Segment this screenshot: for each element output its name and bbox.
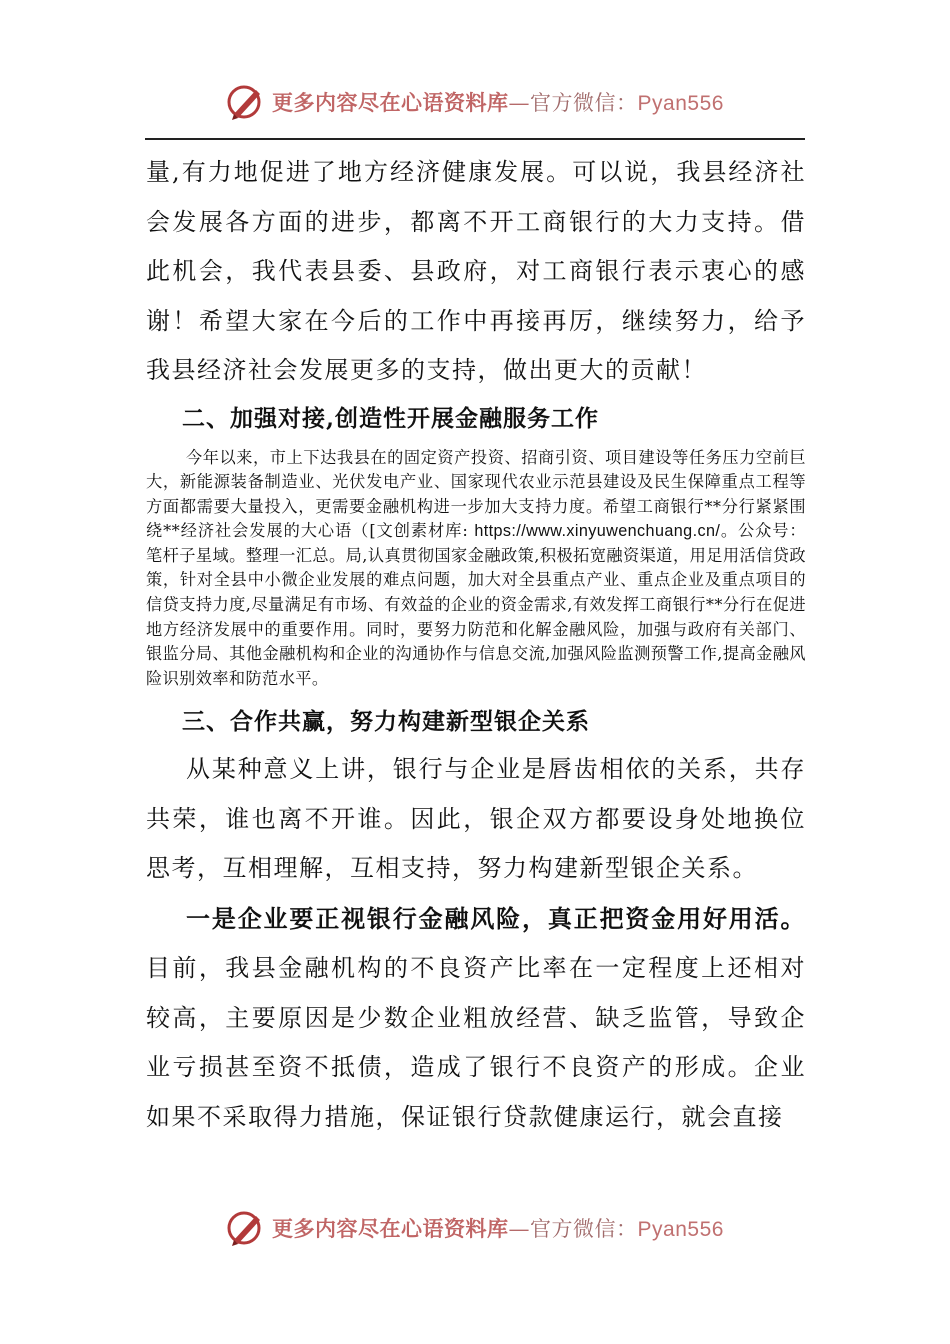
banner-wechat-id: Pyan556 [637, 92, 724, 115]
banner-text [272, 1213, 724, 1243]
paragraph-4-lead: 一是企业要正视银行金融风险，真正把资金用好用活。 [186, 903, 806, 933]
banner-wechat-id: Pyan556 [637, 1218, 724, 1241]
section-heading-3: 三、合作共赢，努力构建新型银企关系 [182, 708, 590, 736]
header-watermark-banner [0, 80, 950, 124]
banner-separator: — [508, 91, 531, 115]
pen-logo-icon [226, 82, 266, 122]
paragraph-section-2-part-a: 今年以来，市上下达我县在的固定资产投资、招商引资、项目建设等任务压力空前巨大，新能源装备制造业、光伏发电产业、国家现代农业示范县建设及民生保障重点工程等方面都需要大量投入，更需要金融机构进一步加大支持力度。希望工商银行**分行紧紧围绕**经济社会发展的大心语（[文创素材库: [146, 447, 806, 541]
section-heading-2: 二、加强对接,创造性开展金融服务工作 [182, 404, 600, 432]
banner-text [272, 87, 724, 117]
paragraph-3: 从某种意义上讲，银行与企业是唇齿相依的关系，共存共荣，谁也离不开谁。因此，银企双方都要设身处地换位思考，互相理解，互相支持，努力构建新型银企关系。 [146, 755, 806, 883]
paragraph-4-body: 目前，我县金融机构的不良资产比率在一定程度上还相对较高，主要原因是少数企业粗放经营、缺乏监管，导致企业亏损甚至资不抵债，造成了银行不良资产的形成。企业如果不采取得力措施，保证银行贷款健康运行，就会直接 [146, 954, 806, 1131]
paragraph-section-2-part-b: 。公众号：笔杆子星域。整理一汇总。局,认真贯彻国家金融政策,积极拓宽融资渠道，用足用活信贷政策，针对全县中小微企业发展的难点问题，加大对全县重点产业、重点企业及重点项目的信贷支持力度,尽量满足有市场、有效益的企业的资金需求,有效发挥工商银行**分行在促进地方经济发展中的重要作用。同时，要努力防范和化解金融风险，加强与政府有关部门、银监分局、其他金融机构和企业的沟通协作与信息交流,加强风险监测预警工作,提高金融风险识别效率和防范水平。 [146, 521, 807, 688]
source-url: https://www.xinyuwenchuang.cn/ [474, 522, 721, 541]
footer-watermark-banner [0, 1206, 950, 1250]
banner-wechat-label: 官方微信： [530, 91, 638, 115]
banner-brand: 更多内容尽在心语资料库 [272, 90, 509, 115]
paragraph-1: 量,有力地促进了地方经济健康发展。可以说，我县经济社会发展各方面的进步，都离不开工商银行的大力支持。借此机会，我代表县委、县政府，对工商银行表示衷心的感谢！希望大家在今后的工作中再接再厉，继续努力，给予我县经济社会发展更多的支持，做出更大的贡献！ [146, 158, 806, 384]
paragraph-4 [146, 894, 806, 1143]
paragraph-section-2 [146, 446, 806, 692]
document-body [146, 148, 806, 1142]
banner-brand: 更多内容尽在心语资料库 [272, 1216, 509, 1241]
banner-wechat-label: 官方微信： [530, 1217, 638, 1241]
header-divider [145, 138, 805, 140]
banner-separator: — [508, 1217, 531, 1241]
pen-logo-icon [226, 1208, 266, 1248]
